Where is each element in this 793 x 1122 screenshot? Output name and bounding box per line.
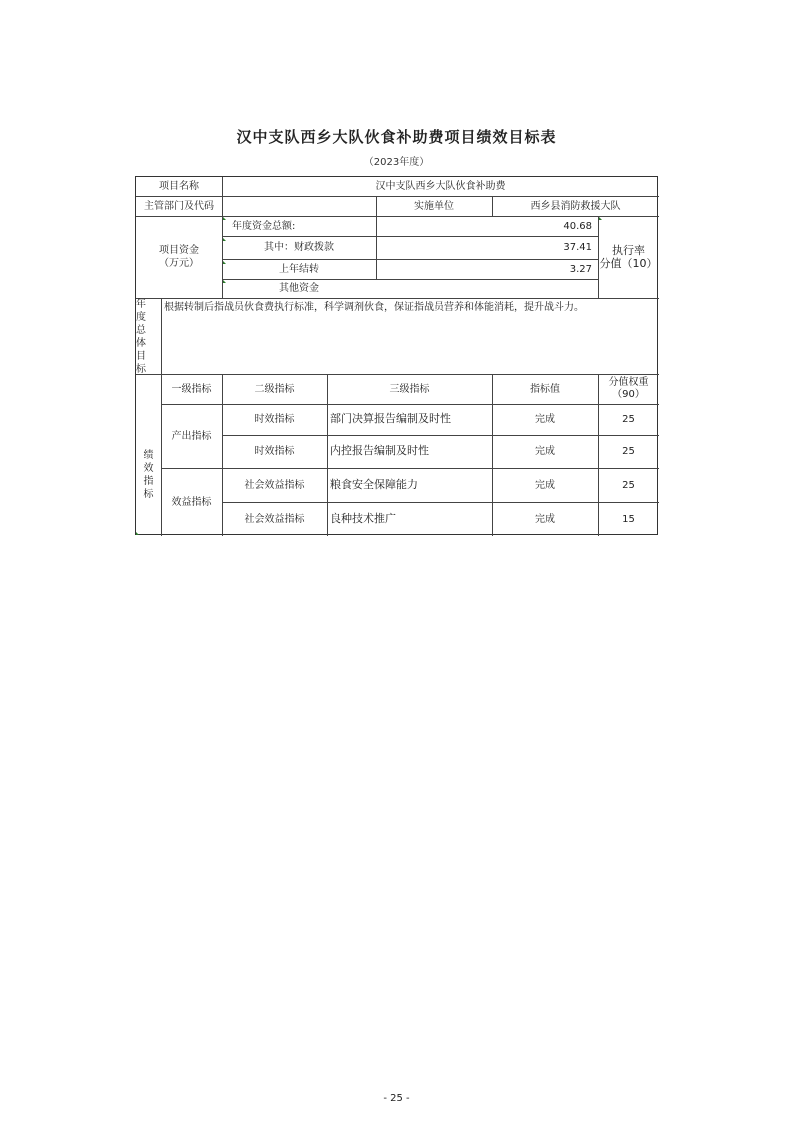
indicators-section-label — [136, 374, 161, 536]
funds-label-line1: 项目资金 — [159, 245, 199, 256]
goal-label-char: 年 — [136, 299, 146, 310]
row4-level2: 社会效益指标 — [244, 513, 305, 525]
header-value: 指标值 — [530, 383, 560, 395]
row2-weight: 25 — [622, 446, 635, 457]
page-number: - 25 - — [383, 1093, 410, 1104]
header-weight-line1: 分值权重 — [608, 377, 649, 388]
carryover-label: 上年结转 — [279, 263, 319, 275]
row3-weight: 25 — [622, 479, 635, 491]
carryover-value: 3.27 — [569, 263, 592, 275]
goal-label-char: 体 — [136, 338, 146, 349]
row4-level3: 良种技术推广 — [330, 511, 396, 525]
annual-goal-text: 根据转制后指战员伙食费执行标准，科学调剂伙食，保证指战员营养和体能消耗，提升战斗力。 — [164, 302, 584, 313]
performance-table — [135, 176, 658, 535]
header-level3: 三级指标 — [389, 383, 430, 395]
document-title: 汉中支队西乡大队伙食补助费项目绩效目标表 — [236, 128, 557, 146]
section-label-char: 标 — [143, 489, 154, 500]
fiscal-funds-value: 37.41 — [563, 242, 592, 253]
project-name-label: 项目名称 — [159, 181, 199, 192]
annual-goal-label — [136, 298, 161, 374]
goal-label-char: 度 — [136, 312, 146, 323]
row4-value: 完成 — [535, 513, 555, 525]
level1-benefit: 效益指标 — [171, 496, 212, 508]
total-funds-label: 年度资金总额: — [232, 220, 296, 232]
goal-label-char: 目 — [136, 351, 146, 362]
funds-label-line2: （万元） — [159, 258, 199, 269]
goal-label-char: 标 — [136, 364, 146, 375]
row3-value: 完成 — [535, 479, 555, 491]
dept-label: 主管部门及代码 — [144, 200, 214, 212]
row3-level2: 社会效益指标 — [244, 479, 305, 491]
row2-value: 完成 — [535, 446, 555, 457]
section-label-char: 效 — [143, 463, 154, 474]
document-subtitle: （2023年度） — [363, 157, 430, 168]
header-level1: 一级指标 — [171, 383, 212, 395]
row1-value: 完成 — [535, 414, 555, 425]
exec-rate-label — [598, 216, 659, 298]
project-name-value: 汉中支队西乡大队伙食补助费 — [375, 181, 506, 192]
exec-rate-line2: 分值（10） — [599, 257, 658, 270]
dept-value — [222, 196, 376, 216]
impl-unit-label: 实施单位 — [414, 200, 454, 212]
exec-rate-line1: 执行率 — [612, 244, 645, 257]
row2-level2: 时效指标 — [254, 446, 295, 457]
other-funds-value — [376, 279, 598, 298]
fiscal-funds-label: 其中：财政拨款 — [264, 242, 334, 253]
row1-weight: 25 — [622, 414, 635, 425]
level1-output: 产出指标 — [171, 430, 212, 442]
total-funds-value: 40.68 — [563, 220, 592, 232]
header-level2: 二级指标 — [254, 383, 295, 395]
row1-level3: 部门决算报告编制及时性 — [330, 412, 451, 426]
row3-level3: 粮食安全保障能力 — [330, 477, 418, 491]
other-funds-label: 其他资金 — [279, 283, 319, 294]
row2-level3: 内控报告编制及时性 — [330, 444, 429, 458]
section-label-char: 指 — [143, 476, 154, 487]
section-label-char: 绩 — [143, 450, 154, 461]
header-weight-line2: （90） — [612, 389, 645, 400]
funds-label — [136, 216, 222, 298]
impl-unit-value: 西乡县消防救援大队 — [530, 200, 621, 212]
row1-level2: 时效指标 — [254, 414, 295, 425]
row4-weight: 15 — [622, 513, 635, 525]
goal-label-char: 总 — [136, 325, 146, 336]
header-weight — [598, 374, 659, 404]
